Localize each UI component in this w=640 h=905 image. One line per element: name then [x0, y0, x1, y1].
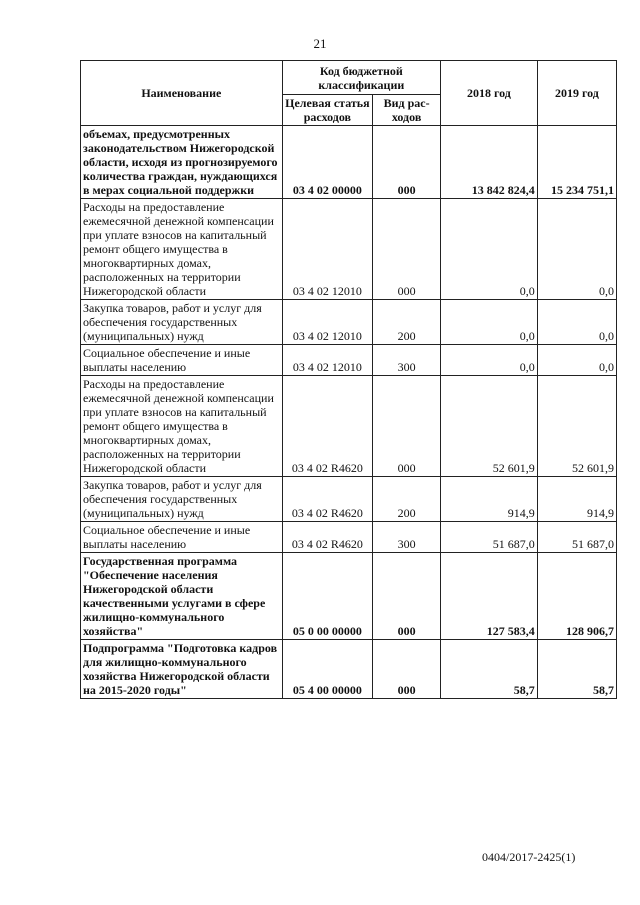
- row-value-2018: 0,0: [441, 345, 538, 376]
- row-target-article: 05 0 00 00000: [282, 553, 373, 640]
- row-target-article: 03 4 02 12010: [282, 199, 373, 300]
- row-name: Государственная программа "Обеспечение населения Нижегородской области качественными услугами в сфере жилищно-коммунального хозяйства": [81, 553, 283, 640]
- row-value-2018: 0,0: [441, 199, 538, 300]
- header-name: Наименование: [81, 61, 283, 126]
- row-value-2018: 51 687,0: [441, 522, 538, 553]
- row-value-2018: 58,7: [441, 640, 538, 699]
- page-number: 21: [313, 36, 327, 51]
- row-expense-kind: 000: [373, 126, 441, 199]
- row-name: Закупка товаров, работ и услуг для обеспечения государственных (муниципальных) нужд: [81, 477, 283, 522]
- row-expense-kind: 200: [373, 477, 441, 522]
- row-target-article: 05 4 00 00000: [282, 640, 373, 699]
- table-row: [81, 345, 617, 376]
- row-target-article: 03 4 02 R4620: [282, 376, 373, 477]
- row-value-2019: 15 234 751,1: [537, 126, 616, 199]
- table-row: [81, 553, 617, 640]
- row-target-article: 03 4 02 R4620: [282, 477, 373, 522]
- document-code: 0404/2017-2425(1): [482, 850, 576, 864]
- row-expense-kind: 000: [373, 199, 441, 300]
- row-expense-kind: 300: [373, 522, 441, 553]
- row-value-2018: 914,9: [441, 477, 538, 522]
- row-value-2018: 0,0: [441, 300, 538, 345]
- row-target-article: 03 4 02 00000: [282, 126, 373, 199]
- header-target-article: Целевая статья расходов: [282, 95, 373, 126]
- row-name: Подпрограмма "Подготовка кадров для жилищно-коммунального хозяйства Нижегородской области на 2015-2020 годы": [81, 640, 283, 699]
- row-target-article: 03 4 02 12010: [282, 345, 373, 376]
- row-value-2018: 13 842 824,4: [441, 126, 538, 199]
- row-name: Социальное обеспечение и иные выплаты населению: [81, 522, 283, 553]
- row-expense-kind: 000: [373, 376, 441, 477]
- header-year-2018: 2018 год: [441, 61, 538, 126]
- header-year-2019: 2019 год: [537, 61, 616, 126]
- row-value-2019: 52 601,9: [537, 376, 616, 477]
- table-row: [81, 126, 617, 199]
- budget-table: [80, 60, 617, 699]
- row-value-2019: 0,0: [537, 300, 616, 345]
- table-row: [81, 640, 617, 699]
- row-name: Закупка товаров, работ и услуг для обеспечения государственных (муниципальных) нужд: [81, 300, 283, 345]
- row-name: Расходы на предоставление ежемесячной денежной компенсации при уплате взносов на капитальный ремонт общего имущества в многоквартирных домах, расположенных на территории Нижегородской области: [81, 199, 283, 300]
- row-target-article: 03 4 02 R4620: [282, 522, 373, 553]
- row-value-2019: 128 906,7: [537, 553, 616, 640]
- table-row: [81, 477, 617, 522]
- table-row: [81, 199, 617, 300]
- row-expense-kind: 000: [373, 640, 441, 699]
- table-body: [81, 126, 617, 699]
- table-row: [81, 522, 617, 553]
- row-expense-kind: 000: [373, 553, 441, 640]
- row-name: Расходы на предоставление ежемесячной денежной компенсации при уплате взносов на капитальный ремонт общего имущества в многоквартирных домах, расположенных на территории Нижегородской области: [81, 376, 283, 477]
- row-expense-kind: 200: [373, 300, 441, 345]
- row-value-2019: 914,9: [537, 477, 616, 522]
- row-value-2018: 52 601,9: [441, 376, 538, 477]
- row-target-article: 03 4 02 12010: [282, 300, 373, 345]
- row-value-2019: 0,0: [537, 345, 616, 376]
- header-expense-kind: Вид рас-ходов: [373, 95, 441, 126]
- row-value-2019: 0,0: [537, 199, 616, 300]
- table-row: [81, 376, 617, 477]
- table-row: [81, 300, 617, 345]
- row-value-2018: 127 583,4: [441, 553, 538, 640]
- row-name: Социальное обеспечение и иные выплаты населению: [81, 345, 283, 376]
- row-name: объемах, предусмотренных законодательством Нижегородской области, исходя из прогнозируемого количества граждан, нуждающихся в мерах социальной поддержки: [81, 126, 283, 199]
- row-value-2019: 58,7: [537, 640, 616, 699]
- row-expense-kind: 300: [373, 345, 441, 376]
- header-budget-code: Код бюджетной классификации: [282, 61, 440, 95]
- row-value-2019: 51 687,0: [537, 522, 616, 553]
